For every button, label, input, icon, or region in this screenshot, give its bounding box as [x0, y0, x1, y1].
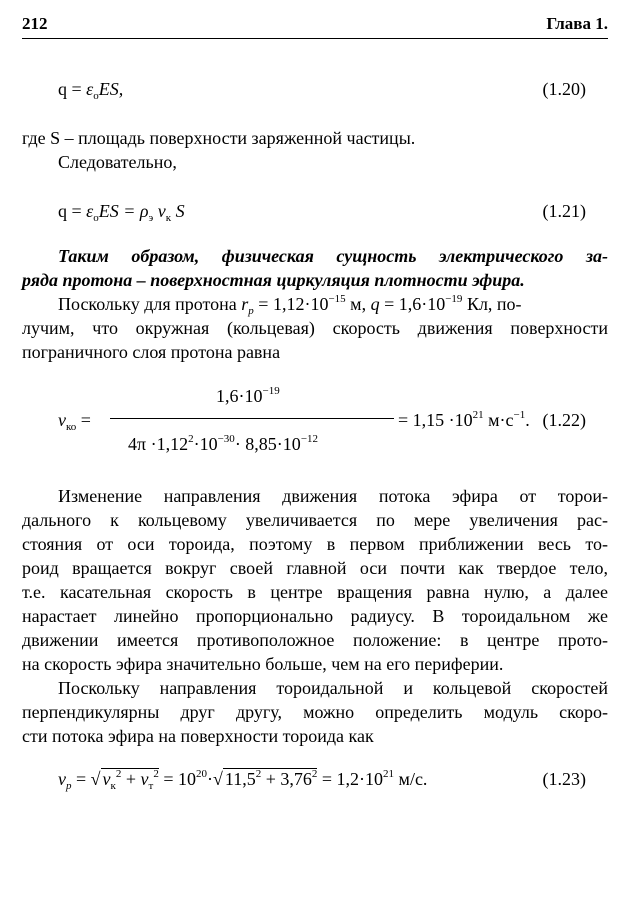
fraction-denominator: $4\pi \cdot 1,12^2\cdot 10^{-30}\cdot 8,85\cdot 10^{-12}$ [128, 433, 319, 454]
conclusion-paragraph: Таким образом, физическая сущность электрического за- ряда протона – поверхностная циркуляция плотности эфира. [22, 246, 608, 290]
page-header [22, 10, 608, 39]
direction-paragraph: Поскольку направления тороидальной и кольцевой скоростей перпендикулярны друг другу, можно определить модуль скоро- сти потока эфира на поверхности тороида как [22, 678, 608, 746]
equation-number: (1.21) [542, 201, 586, 221]
toroid-paragraph: Изменение направления движения потока эфира от торои- дального к кольцевому увеличивается по мере увеличения рас- стояния от оси тороида, поэтому в первом приближении весь то- роид вращается вокруг своей главной оси почти как твердое тело, т.е. касательная скорость в центре вращения равна нулю, а далее нарастает линейно пропорционально радиусу. В тороидальном же движении имеется противоположное положение: в центре прото- на скорость эфира значительно больше, чем на его периферии. [22, 486, 608, 674]
page-number: 212 [22, 14, 48, 33]
equation-1-21: $q = \varepsilon_oES = \rho_э$ $v_к$ S (1.21) [58, 198, 586, 224]
equation-number: (1.20) [542, 79, 586, 99]
equation-1-23: $v_p$ = √ $v_к^2 + v_т^2 = 10^{20}\cdot√$ $11,5^2 + 3,76^2 = 1,2\cdot 10^{21}$ м/с. (1.23) [58, 768, 586, 792]
fraction-numerator: $1,6\cdot 10^{-19}$ [216, 385, 280, 406]
fraction-bar [110, 418, 394, 419]
equation-number: (1.22) [542, 410, 586, 430]
proton-paragraph: Поскольку для протона $r_p = 1,12\cdot 10^{-15}$ м, $q = 1,6\cdot 10^{-19}$ Кл, по- лучим, что окружная (кольцевая) скорость движения поверхности пограничного слоя протона равна [22, 293, 608, 362]
text-paragraph: где S – площадь поверхности заряженной частицы. Следовательно, [22, 128, 416, 172]
equation-number: (1.23) [542, 769, 586, 789]
equation-1-22: $v_{ко}$ = $1,6\cdot 10^{-19}$ $4\pi \cdot 1,12^2\cdot 10^{-30}\cdot 8,85\cdot 10^{-12}$ = $1,15 \cdot 10^{21}$ $м\cdot с^{-1}$. (1.22) [58, 385, 586, 454]
chapter-title: Глава 1. [546, 14, 608, 33]
equation-1-20: $q = \varepsilon_oES$, (1.20) [58, 76, 586, 102]
